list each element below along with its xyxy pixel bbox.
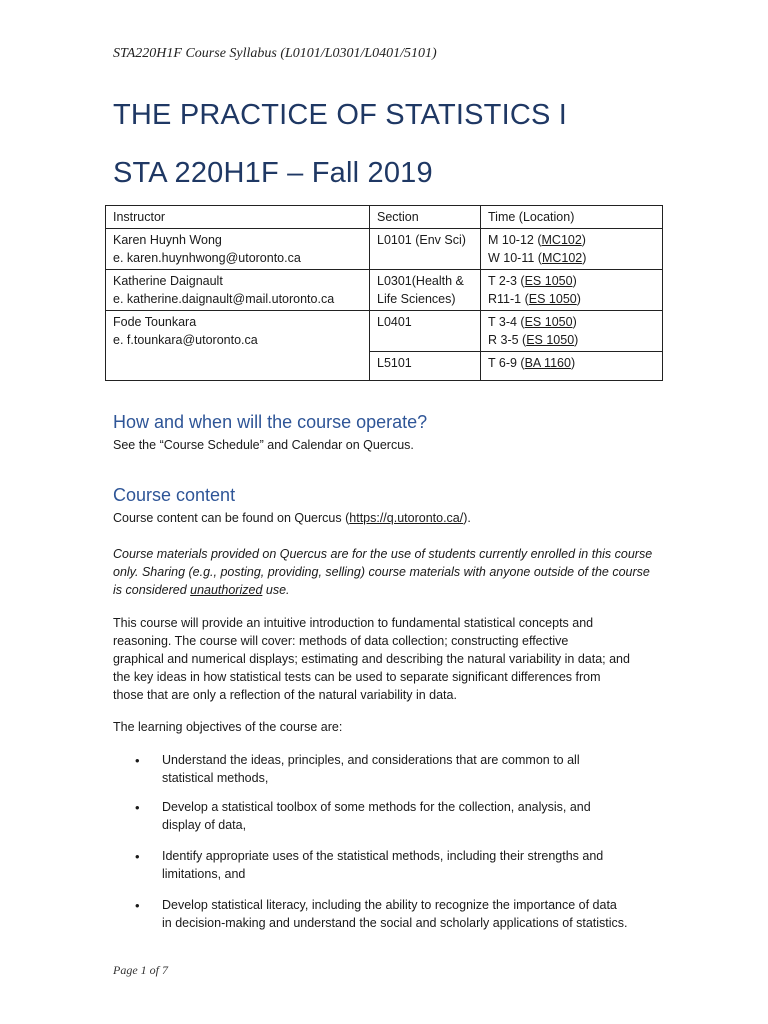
content-location-text: Course content can be found on Quercus (https://q.utoronto.ca/). (113, 511, 471, 525)
time-location-cell (481, 229, 663, 270)
location-link[interactable]: MC102 (541, 233, 582, 247)
location-link[interactable]: ES 1050 (526, 333, 575, 347)
instructor-name: Fode Tounkara (113, 315, 197, 329)
location-link[interactable]: MC102 (541, 251, 583, 265)
materials-notice: Course materials provided on Quercus are for the use of students currently enrolled in this course only. Sharing (e.g., posting, providing, selling) course materials with anyone outside of the course is considered unauthorized use. (113, 547, 653, 597)
location-link[interactable]: ES 1050 (524, 315, 573, 329)
instructor-email: e. f.tounkara@utoronto.ca (113, 333, 258, 347)
location-link[interactable]: BA 1160 (524, 356, 571, 370)
header-instructor: Instructor (106, 206, 370, 229)
section-cell: L5101 (370, 352, 481, 381)
header-time-location: Time (Location) (481, 206, 663, 229)
instructor-cell (106, 311, 370, 381)
operate-text: See the “Course Schedule” and Calendar on Quercus. (113, 438, 414, 452)
instructor-cell (106, 270, 370, 311)
instructor-name: Karen Huynh Wong (113, 233, 222, 247)
time-slot: T 3-4 (ES 1050) (488, 315, 577, 329)
time-slot: M 10-12 (MC102) (488, 233, 586, 247)
section-label: L0301(Health & (377, 274, 464, 288)
time-slot: R11-1 (ES 1050) (488, 292, 581, 306)
time-slot: W 10-11 (MC102) (488, 251, 587, 265)
running-header: STA220H1F Course Syllabus (L0101/L0301/L0401/5101) (113, 46, 437, 61)
section-cell (370, 270, 481, 311)
instructor-email: e. katherine.daignault@mail.utoronto.ca (113, 292, 335, 306)
header-section: Section (370, 206, 481, 229)
time-location-cell (481, 270, 663, 311)
bullet-icon: • (135, 800, 140, 815)
instructor-name: Katherine Daignault (113, 274, 223, 288)
table-header-row (106, 206, 663, 229)
course-intro-paragraph: This course will provide an intuitive introduction to fundamental statistical concepts and reasoning. The course will cover: methods of data collection; constructing effective graphical and numerical displays; estimating and describing the natural variability in data; and the key ideas in how statistical tests can be used to separate significant differences from those that are only a reflection of the natural variability in data. (113, 616, 630, 702)
page-number: Page 1 of 7 (113, 963, 168, 977)
time-slot: T 2-3 (ES 1050) (488, 274, 577, 288)
time-location-cell (481, 352, 663, 381)
time-slot: T 6-9 (BA 1160) (488, 356, 576, 370)
instructor-email: e. karen.huynhwong@utoronto.ca (113, 251, 301, 265)
section-heading-content: Course content (113, 485, 236, 505)
course-title: THE PRACTICE OF STATISTICS I (113, 99, 568, 131)
location-link[interactable]: ES 1050 (524, 274, 573, 288)
objectives-intro: The learning objectives of the course are: (113, 720, 343, 734)
section-label: Life Sciences) (377, 292, 456, 306)
section-heading-operate: How and when will the course operate? (113, 412, 428, 432)
bullet-icon: • (135, 898, 140, 913)
location-link[interactable]: ES 1050 (528, 292, 577, 306)
instructor-cell (106, 229, 370, 270)
bullet-icon: • (135, 753, 140, 768)
time-slot: R 3-5 (ES 1050) (488, 333, 579, 347)
table-row (106, 229, 663, 270)
table-row (106, 311, 663, 352)
course-code-term: STA 220H1F – Fall 2019 (113, 157, 433, 189)
section-cell: L0101 (Env Sci) (370, 229, 481, 270)
table-row (106, 270, 663, 311)
time-location-cell (481, 311, 663, 352)
syllabus-page: STA220H1F Course Syllabus (L0101/L0301/L0401/5101) THE PRACTICE OF STATISTICS I STA 220H1F – Fall 2019 Instructor Section Time (Location) Karen Huynh Wong e. karen.huynhwong@utoronto.ca L0101 (Env Sci) M 10-12 (MC102) W 10-11 (MC102) Katherine Daignault e. katherine.daignault@mail.utoronto.ca L0301(Health & Life Sciences) T 2-3 (ES 1050) R11-1 (ES 1050) Fode Tounkara e. f.tounkara@utoronto.ca L0401 T 3-4 (ES 1050) R 3-5 (ES 1050) L5101 T 6-9 (BA 1160) How and when will the course operate? See the “Course Schedule” and Calendar on Quercus. Course content Course content can be found on Quercus (https://q.utoronto.ca/). Course materials provided on Quercus are for the use of students currently enrolled in this course only. Sharing (e.g., posting, providing, selling) course materials with anyone outside of the course is considered unauthorized use. This course will provide an intuitive introduction to fundamental statistical concepts and reasoning. The course will cover: methods of data collection; constructing effective graphical and numerical displays; estimating and describing the natural variability in data; and the key ideas in how statistical tests can be used to separate significant differences from those that are only a reflection of the natural variability in data. The learning objectives of the course are: • Understand the ideas, principles, and considerations that are common to all statistical methods, • Develop a statistical toolbox of some methods for the collection, analysis, and display of data, • Identify appropriate uses of the statistical methods, including their strengths and limitations, and • Develop statistical literacy, including the ability to recognize the importance of data in decision-making and understand the social and scholarly applications of statistics. Page 1 of 7 (0, 0, 768, 1024)
section-cell: L0401 (370, 311, 481, 352)
instructor-schedule-table (105, 205, 663, 381)
bullet-icon: • (135, 849, 140, 864)
quercus-link[interactable]: https://q.utoronto.ca/ (349, 511, 464, 525)
